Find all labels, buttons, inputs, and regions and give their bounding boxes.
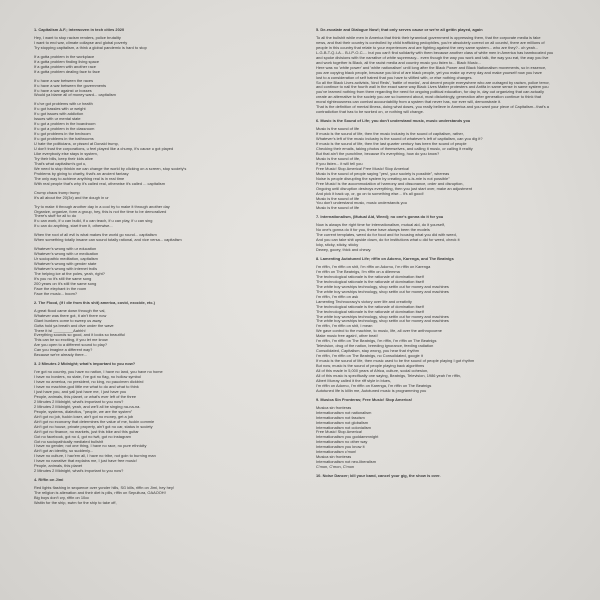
lyric-line: If u've got problems with ur health (34, 102, 93, 107)
lyric-line: If u got issues with addiction (34, 112, 84, 117)
lyric-line: Whatever's wrong with ur education (34, 247, 97, 252)
lyric-line: Free Music! Stop America! Free Music! Stop America! (316, 166, 410, 171)
lyric-stanza (316, 406, 574, 470)
lyric-line: I have no borders, no state, I've got no flag, no hollow symbol (34, 375, 141, 380)
lyric-line: Now is always the right time for internationalism, mutual aid, do it yourself, (316, 223, 446, 228)
lyric-line: L-G-B-T-Q-I-A... B-I-P-O-C-... but you can't find solidarity with them because another class of white men in America has bamboozled you (316, 50, 554, 55)
song-block (316, 474, 574, 479)
song-block (34, 478, 292, 506)
lyric-line: Gotta hold ya breath and dive under the wave (34, 323, 114, 328)
lyric-line: This can be so exciting, if you let me know (34, 338, 108, 343)
lyric-line: If music is the sound of life, then the music industry is the sound of capitalism, rather, (316, 132, 464, 137)
song-block (316, 119, 574, 211)
lyric-stanza (34, 55, 292, 75)
lyric-line: We gave control to the machine, to music, life, all over the anthropocene (316, 329, 442, 334)
lyric-line: All of this made in 5,000 years of Africa, culture, social cohesion, (316, 369, 429, 373)
song-title: 10. Noise Dancer; kill your band, cancel your gig, the show is over. (316, 473, 441, 479)
lyric-line: If u got a problem in the classroom (34, 127, 95, 132)
lyric-line: Music is the sound of life (316, 196, 360, 201)
lyric-line: With real people that's why it's called real, otherwise it's called ... capitalism (34, 181, 166, 186)
lyric-stanza (34, 233, 292, 243)
lyric-line: If u have a war against ur bosses (34, 88, 92, 93)
lyric-line: The technological rationale is the rationale of domination itself (316, 304, 424, 309)
lyric-line: It's all about the 20(3x) and the dough in ur (34, 195, 109, 200)
lyric-line: Free Music! Stop America! (316, 430, 363, 435)
lyric-line: If u got problems in the bedroom (34, 132, 91, 137)
lyric-line: A great flood came down through the val, (34, 308, 106, 313)
lyric-line: Ain't got no house, private property, ain't got no car, status in society (34, 424, 153, 429)
lyric-line: Music is the sound of life (316, 206, 360, 211)
lyric-line: Whatever's wrong with internet trolls (34, 267, 98, 272)
lyric-stanza (316, 223, 574, 253)
lyric-line: Whatever was there got, it ain't there now (34, 313, 107, 318)
lyric-line: If u have a war between the races (34, 78, 94, 83)
lyric-line: I'm riffin on Adorno, I'm riffin on Karenga, I'm riffin on The Beatnigs (316, 383, 432, 388)
lyric-line: I'm riffin, I'm riffin on shit, I mean (316, 324, 373, 329)
lyric-line: But that ain't the punchline, because it's everything, how do you know? (316, 151, 440, 156)
lyric-line: The technological rationale is the rationale of domination itself (316, 274, 424, 279)
lyric-line: Whatever's wrong with gender state (34, 262, 97, 267)
lyric-line: The white boy worships technology, shop settin out for money and machines (316, 284, 449, 289)
lyric-line: I have no machine-god little me what to do and what to think (34, 385, 139, 390)
lyric-line: C'mon, C'mon, C'mon (316, 465, 355, 470)
lyric-line: If u can work, if u can build, if u can teach, if u can play, if u can sing (34, 219, 153, 224)
lyric-line: Checking their emails, taking photos of themselves, and calling it music, or calling it reality (316, 146, 473, 151)
lyric-line: I have no gender, not one thing, I have no race, no pure ethnicity (34, 444, 147, 449)
lyric-line: Face the elephant in the room (34, 286, 87, 291)
lyric-line: Internationalism not neo-liberalism (316, 460, 376, 465)
lyric-line: Red lights flashing in sequence over yonder hills, SG kills, riffin on Jimi, hey hey! (34, 486, 175, 491)
lyric-line: 2 Minutes 2 Midnight, what's important to you now? (34, 469, 124, 474)
lyric-line: I've got no country, you have no nation, I have no land, you have no home (34, 370, 163, 375)
lyric-line: I have no america, no president, no king, no paucimen dickbird (34, 380, 144, 385)
lyric-line: There's stuff for all to do (34, 214, 77, 219)
lyric-line: People, animals, this planet, or what's ever left of the three (34, 394, 137, 399)
lyric-line: lost to a consideration of self hatred that you have to vilified with, or else nothing changes. (316, 75, 473, 80)
lyric-stanza (34, 486, 292, 506)
lyric-line: Everything sounds so good, and it looks so beautiful (34, 333, 125, 338)
song-block (316, 398, 574, 470)
lyric-line: I'm riffin, I'm riffin on shit, I'm riffin on Adorno, I'm riffin on Karenga (316, 264, 431, 269)
lyric-line: If you listen... it will tell you (316, 161, 363, 166)
lyric-line: Whatever's wrong with ur medication (34, 252, 99, 257)
lyric-line: I'm riffin on The Beatnigs, I'm riffin on a dilemma (316, 269, 400, 274)
song-title: 4. Riffin on Jimi (34, 477, 64, 483)
lyric-line: Consolidated, Capitalism, stay wrong, you hear that rhythm (316, 349, 420, 354)
lyric-line: Albert Murray called it the riff style in blues, (316, 378, 392, 383)
lyric-line: and continue to nail the fourth wall in the exact same way Black Lives Matter protesters and Antifa in same sense in same system you (316, 85, 549, 90)
lyric-line: Make music free again!, other beat! (316, 334, 378, 339)
lyric-line: The helping ice at the poles, yeah, right? (34, 271, 105, 276)
lyric-line: If u got hassles with ur weight (34, 107, 86, 112)
lyric-line: Got no sociopathically mediated bullshit (34, 439, 104, 444)
left-lyrics-column (34, 28, 292, 510)
lyric-line: Music is the sound of people saying "yes!, your society is possible", whereas (316, 171, 450, 176)
lyric-line: The white boy worships technology, shop settin out for money and machines (316, 314, 449, 319)
lyric-stanza (34, 205, 292, 230)
lyric-line: Ain't got no finance, no markets, just this bike and this guitar (34, 429, 139, 434)
lyric-line: Lamenting Technocracy's victory over life and creativity (316, 299, 412, 304)
lyric-line: It's you no it's still the same song (34, 276, 92, 281)
lyric-line: If a gotta problem with another race (34, 64, 96, 69)
lyric-line: I just have you, and yall just have me, I just have you (34, 390, 127, 394)
lyric-line: Internationalism no other way (316, 440, 368, 445)
lyric-line: Would ya blame all of money ward... capitalism (34, 93, 116, 98)
lyric-line: you are copying black people, because you kind of are black people, yet you make up every day and make yourself now you have (316, 70, 542, 75)
lyric-line: Musica sin fronteras (316, 455, 352, 460)
lyric-line: So all the Black Lives activists, 'kind Reds', 'battle of monks', and decent people everywhere who are outraged by racism, police terror, (316, 80, 550, 85)
lyric-line: Music is the sound of life (316, 127, 360, 132)
song-title: 5. De-escalate and Dialogue Now!; that only serves cause or we're all gettin played, again (316, 27, 483, 32)
lyric-stanza (34, 36, 292, 51)
lyric-line: I'm riffin, I'm riffin on The Beatnigs, I'm riffin, I'm riffin on The Beatnigs (316, 339, 437, 344)
lyric-line: Try their bills, keep their kids alive (34, 156, 93, 161)
lyric-line: I have no narrative that explains me, I just have free music! (34, 459, 137, 464)
lyric-line: That's what capitalism's got u, (34, 161, 87, 166)
lyric-line: Hey, I want to stop racism renders, police brutality (34, 35, 121, 40)
song-title: 6. Music is the Sound of Life; you don't understand music, music understands you (316, 118, 471, 124)
lyric-line: 2 Minutes 2 Midnight, what's important to you now? (34, 399, 124, 404)
lyric-line: Internationalism not nationalism (316, 410, 372, 415)
lyric-line: Here was no 'white power' and 'white nationalism' until long after the Black Power and Black Nationalism movements, so in essence, (316, 65, 547, 70)
lyric-line: moral righteousness can combat accountability from a system that never has, nor ever will, demonstrate it. (316, 100, 502, 105)
song-block (34, 301, 292, 358)
lyric-line: Waitin for the ship, swim for the ship to take off, (34, 501, 117, 506)
lyric-line: Big boys don't cry, riffin on 10cc (34, 496, 90, 501)
lyric-line: I'm riffin, I'm riffin on ask (316, 294, 359, 299)
lyric-line: If music is the sound of life, then music used to be the sound of people playing I got rhythm (316, 359, 475, 364)
lyric-line: People, animals, this planet (34, 464, 83, 469)
song-block (316, 28, 574, 115)
lyric-line: The current templates, weed do for food and for housing what you did with weed, (316, 233, 457, 238)
lyric-line: Can you imagine a different way? (34, 348, 93, 353)
lyric-stanza (34, 309, 292, 359)
lyric-line: contradiction that has to be worked on, or nothing will change. (316, 110, 424, 115)
lyric-line: No one's gonna do it for you, these have always been the models (316, 228, 430, 233)
lyric-line: If a gotta problem in the workplace (34, 54, 95, 59)
lyric-stanza (34, 79, 292, 99)
song-block (316, 257, 574, 394)
song-title: 7. Internationalism, (Mutual Aid, Weed); no one's gonna do it for you (316, 214, 444, 220)
lyric-line: 200 years on it's still the same song (34, 281, 97, 286)
lyric-line: news, and that their country is controlled by child trafficking pedophiles, you're absolutely correct on all counts!, there are millions of (316, 40, 545, 45)
lyric-line: And pick it back up, or, go on to something else... it's all good! (316, 191, 424, 196)
lyric-line: Internationalism not fascism (316, 415, 365, 420)
lyric-line: Organize, organize, form a group, hey, this is not the time to be demoralized (34, 209, 167, 214)
song-title: 8. Lamenting Autotuned Life; riffin on Adorno, Karenga, and The Beatnigs (316, 256, 454, 262)
lyric-line: Television, drug of the nation, breeding ignorance, feeding radiation (316, 344, 434, 349)
lyric-line: Whatever's left of the music industry is the sound of whatever's left of capitalism, can you dig it? (316, 137, 483, 142)
lyric-line: I want to end war, climate collapse and global poverty (34, 40, 128, 45)
lyric-line: If u can do anything, start from it, otherwise... (34, 224, 113, 229)
lyric-line: Internationalism you know it (316, 445, 365, 450)
lyric-line: and spoke divisions with the narrative of white supremacy... even though the way you work and talk, the way you eat, the way you live (316, 55, 549, 60)
lyric-stanza (316, 36, 574, 115)
lyric-line: If music is the sound of life, then the last quarter century has been the sound of people (316, 142, 467, 147)
lyric-line: Are you open to a different sound to play? (34, 343, 108, 348)
lyric-line: U don't trust the corporations, u feel played like a chump, it's cause u got played (34, 147, 174, 152)
lyric-stanza (34, 191, 292, 201)
lyric-line: U hate the politicians, or pissed at Donald trump, (34, 142, 119, 147)
lyric-line: I'm riffin, I'm riffin on The Beatnigs, no Consolidated, google it (316, 354, 423, 359)
lyric-line: Like everybody else stays in system, (34, 151, 98, 156)
lyric-line: Crump chaos trump trump (34, 190, 80, 195)
lyric-stanza (316, 265, 574, 394)
lyric-line: When something totally insane can sound totally rational, and vice versa... capitalism (34, 238, 182, 243)
song-title: 3. 2 Minutes 2 Midnight; what's important to you now? (34, 361, 136, 367)
lyric-line: The only way to achieve anything real is in real time (34, 176, 125, 181)
lyric-line: Face the music... boom? (34, 291, 78, 296)
lyric-line: The technological rationale is the rationale of domination itself (316, 309, 424, 314)
lyric-line: people in this country that relate to your experiences and are fighting against the very same system... who are they?.. oh yeah... (316, 45, 539, 50)
lyric-line: When the root of all evil is what makes the world go round... capitalism (34, 233, 157, 238)
lyric-line: If u have a war between the governments (34, 83, 107, 88)
lyric-line: If u got a problem in the boardroom (34, 122, 96, 127)
lyric-line: Ongoing until disruption destroys everything, then you just start over, make an adjustment (316, 186, 472, 191)
song-title: 1. Capitalism A.F.; interwoven in tech cities 2020 (34, 27, 125, 32)
lyric-line: There it is! _________Aahhh! (34, 328, 86, 333)
lyric-line: If a gotta problem dealing face to face (34, 69, 100, 74)
lyric-line: Ain't got no job, fuckin loser, ain't got no money, get a job (34, 414, 134, 419)
lyric-line: The white boy worships technology, shop settin out for money and machines (316, 319, 449, 324)
lyric-line: I have no culture, I hav'em all, I have no tribe, not goin to burning man (34, 454, 156, 459)
song-block (34, 28, 292, 297)
lyric-line: To all the bullshit while men in America that think their tyrannical government is oppressing them, that the corporate media is fake (316, 35, 541, 40)
lyric-stanza (34, 370, 292, 474)
lyric-line: Music is the sound of life, (316, 156, 361, 161)
lyric-line: Dewey, gooey, thick and chewy. (316, 248, 372, 253)
lyric-line: But now, music is the sound of people playing back algorithms (316, 364, 425, 369)
lyric-line: The religion is alienation and their diet is pills, riffin on Sepultura, OAAOOH! (34, 491, 166, 496)
lyric-line: Musica sin fronteras (316, 405, 352, 410)
lyric-line: and work together is Black, all the racist media and country music you listen to... Black Music... (316, 60, 482, 65)
lyric-line: The white boy worships technology, shop settin out for money and machines (316, 289, 449, 294)
lyric-line: Got no facebook, got no 4, got no twit, got no instagram (34, 434, 131, 439)
song-block (316, 215, 574, 253)
lyric-line: If u got problems in the bathrooms (34, 137, 94, 142)
lyric-line: Internationalism not colonialism (316, 425, 371, 430)
right-lyrics-column (316, 28, 574, 483)
lyric-line: People, systems, dialectics, "people, we are the system" (34, 409, 133, 414)
lyric-line: If a gotta problem finding living space (34, 59, 100, 64)
lyric-line: Ain't got no economy that determines the value of me, fuckin commie (34, 419, 155, 424)
lyric-line: Issues with ur mental state (34, 117, 81, 122)
lyric-stanza (316, 127, 574, 211)
lyric-stanza (34, 247, 292, 297)
lyric-line: That is the definition of mental illness, doing what doses, you really believe in America and you want your piece of Capitalism...that's a (316, 105, 549, 110)
lyric-line: Ain't got an identity, so suddenly... (34, 449, 94, 454)
lyric-line: Try to make it through another day in a cool try to make it through another day (34, 204, 170, 209)
lyric-line: Icky, sticky, sticky, sticky (316, 243, 359, 248)
lyric-stanza (34, 102, 292, 186)
lyric-line: Internationalism not globalism (316, 420, 369, 425)
song-block (34, 362, 292, 474)
lyric-line: Autotuned life is killin me, Autotuned music is programming you (316, 388, 427, 393)
lyric-line: The technological rationale is the rationale of domination itself (316, 279, 424, 284)
lyric-line: Free Music! is the accommodation of harmony and dissonance, order and disruption, (316, 181, 464, 186)
lyric-line: Try stopping capitalism, a think a global pandemic is hard to stop (34, 45, 147, 50)
lyric-line: Internationalism you goddammnight (316, 435, 379, 440)
lyric-line: 2 Minutes 2 Midnight, yeah, and we'll all be singing na-na-na. (34, 404, 141, 409)
lyric-line: Noise is people disrupting the system by creating an u-is-mie is not possible" (316, 176, 450, 181)
lyric-line: Problems by giving to charity, that's an ancient fantasy (34, 171, 129, 176)
song-title: 2. The Flood, (if I die from this shit) america, covid, exocide, etc.) (34, 299, 155, 305)
lyric-line: Internationalism c'mon! (316, 450, 357, 455)
lyric-line: create an alternative to the society you are so bummed about, most disturbingly, generation after generation continue to think that (316, 95, 542, 100)
lyric-line: All of this music is specifically one saying, Beatnigs, Television, 1986 yeah I'm riffin, (316, 373, 461, 378)
lyric-line: you've learned nothing from them regarding the need for ongoing political education, for day in, day out organizing that can actually (316, 90, 544, 95)
song-title: 9. Musica Sin Fronteras; Free Music! Stop America! (316, 396, 412, 402)
lyric-line: Giant bunkers come to sweep us away (34, 318, 102, 323)
lyric-line: We need to stop thinkin we can change the world by clicking on a screen, stop society's (34, 166, 187, 171)
lyric-line: Because we're already there... (34, 353, 88, 358)
lyric-line: And you can take shit upside down, do for institutions what u did for weed, check it (316, 238, 460, 243)
lyric-line: You don't understand music, music understands you (316, 201, 407, 206)
lyric-line: Ur sociopathic meditation, capitalism (34, 257, 98, 262)
